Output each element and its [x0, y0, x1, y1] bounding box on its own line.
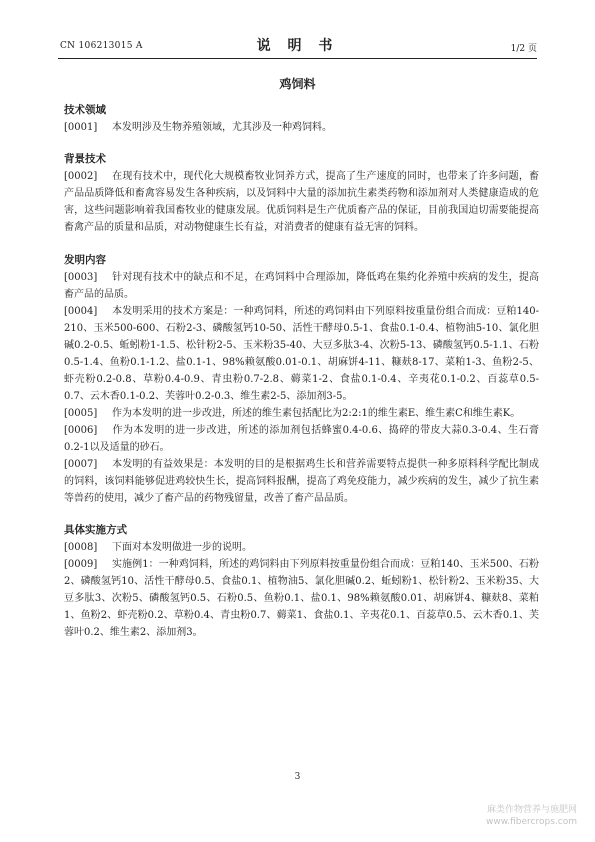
paragraph-number: [0006]	[64, 425, 98, 436]
section-heading: 背景技术	[64, 153, 106, 165]
paragraph-text: 下面对本发明做进一步的说明。	[112, 542, 252, 553]
document-title: 鸡饲料	[279, 77, 316, 91]
section-heading: 具体实施方式	[64, 524, 127, 536]
section-heading: 发明内容	[64, 254, 106, 266]
paragraph-text: 作为本发明的进一步改进，所述的维生素包括配比为2:2:1的维生素E、维生素C和维生素K。	[112, 408, 521, 419]
watermark-name: 麻类作物营养与施肥网	[486, 805, 577, 815]
paragraph-number: [0005]	[64, 408, 98, 419]
watermark	[486, 804, 577, 828]
paragraph	[64, 119, 539, 136]
paragraph-number: [0009]	[64, 559, 98, 570]
paragraph-text: 本发明涉及生物养殖领域，尤其涉及一种鸡饲料。	[112, 122, 332, 133]
paragraph	[64, 456, 539, 507]
page-number: 3	[294, 772, 301, 782]
header-divider	[58, 58, 537, 59]
paragraph-text: 在现有技术中，现代化大规模畜牧业饲养方式，提高了生产速度的同时，也带来了许多问题，畜产品品质降低和畜禽容易发生各种疾病，以及饲料中大量的添加抗生素类药物和添加剂对人类健康造成的危害，这些问题影响着我国畜牧业的健康发展。优质饲料是生产优质畜产品的保证，目前我国迫切需要能提高畜禽产品的质量和品质，对动物健康生长有益，对消费者的健康有益无害的饲料。	[64, 171, 539, 233]
paragraph-text: 本发明采用的技术方案是：一种鸡饲料，所述的鸡饲料由下列原料按重量份组合而成：豆粕140-210、玉米500-600、石粉2-3、磷酸氢钙10-50、活性干酵母0.5-1、食盐0.1-0.4、植物油5-10、氯化胆碱0.2-0.5、蚯蚓粉1-1.5、松针粉2-5、玉米粉35-40、大豆多肽3-4、次粉5-13、磷酸氢钙0.5-1.1、石粉0.5-1.4、鱼粉0.1-1.2、盐0.1-1、98%赖氨酸0.01-0.1、胡麻饼4-11、糠麸8-17、菜粕1-3、鱼粉2-5、虾壳粉0.2-0.8、草粉0.4-0.9、青虫粉0.7-2.8、薅菜1-2、食盐0.1-0.4、辛夷花0.1-0.2、百蕊草0.5-0.7、云木香0.1-0.2、芙蓉叶0.2-0.3、维生素2-5、添加剂3-5。	[64, 306, 539, 402]
section-heading: 技术领域	[64, 104, 106, 116]
paragraph	[64, 168, 539, 236]
paragraph	[64, 422, 539, 456]
paragraph	[64, 539, 539, 556]
paragraph-text: 作为本发明的进一步改进，所述的添加剂包括蜂蜜0.4-0.6、捣碎的带皮大蒜0.3-0.4、生石膏0.2-1以及适量的砂石。	[64, 425, 539, 453]
paragraph-text: 针对现有技术中的缺点和不足，在鸡饲料中合理添加，降低鸡在集约化养殖中疾病的发生，提高畜产品的品质。	[64, 272, 539, 300]
paragraph	[64, 303, 539, 405]
watermark-url: www.fibercrops.com	[486, 817, 577, 827]
paragraph-number: [0003]	[64, 272, 98, 283]
page-indicator: 1/2 页	[510, 44, 537, 54]
paragraph-text: 实施例1：一种鸡饲料，所述的鸡饲料由下列原料按重量份组合而成：豆粕140、玉米500、石粉2、磷酸氢钙10、活性干酵母0.5、食盐0.1、植物油5、氯化胆碱0.2、蚯蚓粉1、松针粉2、玉米粉35、大豆多肽3、次粉5、磷酸氢钙0.5、石粉0.5、鱼粉0.1、盐0.1、98%赖氨酸0.01、胡麻饼4、糠麸8、菜粕1、鱼粉2、虾壳粉0.2、草粉0.4、青虫粉0.7、薅菜1、食盐0.1、辛夷花0.1、百蕊草0.5、云木香0.1、芙蓉叶0.2、维生素2、添加剂3。	[64, 559, 539, 638]
patent-number: CN 106213015 A	[60, 41, 143, 51]
paragraph-number: [0007]	[64, 459, 98, 470]
paragraph-text: 本发明的有益效果是：本发明的目的是根据鸡生长和营养需要特点提供一种多原料科学配比制成的饲料，该饲料能够促进鸡较快生长，提高饲料报酬，提高了鸡免疫能力，减少疾病的发生，减少了抗生素等兽药的使用，减少了畜产品的药物残留量，改善了畜产品品质。	[64, 459, 539, 504]
paragraph	[64, 269, 539, 303]
paragraph-number: [0002]	[64, 171, 98, 182]
paragraph-number: [0008]	[64, 542, 98, 553]
paragraph	[64, 556, 539, 641]
paragraph-number: [0001]	[64, 122, 98, 133]
document-body	[64, 102, 539, 641]
document-type: 说 明 书	[256, 38, 339, 54]
paragraph	[64, 405, 539, 422]
paragraph-number: [0004]	[64, 306, 98, 317]
